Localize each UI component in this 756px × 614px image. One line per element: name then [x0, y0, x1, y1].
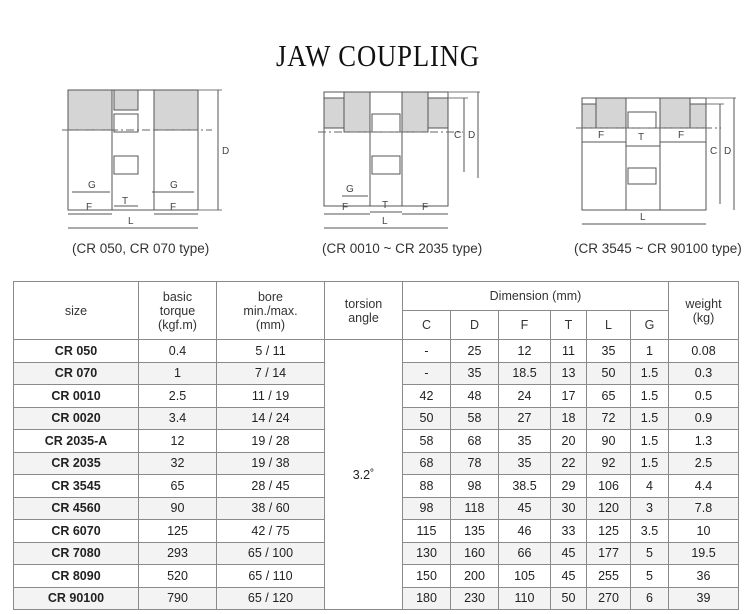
- header-bore: bore min./max. (mm): [217, 282, 325, 340]
- cell-g: 3: [631, 497, 669, 520]
- cell-weight: 19.5: [669, 542, 739, 565]
- dim-label-f: F: [422, 202, 429, 213]
- page-title: JAW COUPLING: [276, 38, 480, 73]
- cell-g: 5: [631, 565, 669, 588]
- dim-label-t: T: [382, 200, 389, 211]
- cell-torque: 0.4: [139, 340, 217, 363]
- cell-torque: 12: [139, 430, 217, 453]
- cell-size: CR 4560: [14, 497, 139, 520]
- cell-size: CR 070: [14, 362, 139, 385]
- cell-d: 135: [451, 520, 499, 543]
- spec-table: [13, 281, 739, 610]
- cell-c: -: [403, 362, 451, 385]
- cell-torque: 3.4: [139, 407, 217, 430]
- cell-f: 35: [499, 430, 551, 453]
- cell-t: 30: [551, 497, 587, 520]
- cell-weight: 1.3: [669, 430, 739, 453]
- cell-c: 115: [403, 520, 451, 543]
- cell-c: 150: [403, 565, 451, 588]
- cell-torque: 90: [139, 497, 217, 520]
- cell-f: 18.5: [499, 362, 551, 385]
- cell-f: 35: [499, 452, 551, 475]
- cell-torque: 790: [139, 587, 217, 610]
- cell-f: 24: [499, 385, 551, 408]
- cell-g: 6: [631, 587, 669, 610]
- dim-label-d: D: [468, 130, 476, 141]
- cell-bore: 19 / 28: [217, 430, 325, 453]
- cell-bore: 14 / 24: [217, 407, 325, 430]
- dim-label-t: T: [638, 132, 645, 143]
- header-torsion-angle: torsion angle: [325, 282, 403, 340]
- cell-d: 160: [451, 542, 499, 565]
- cell-size: CR 0010: [14, 385, 139, 408]
- cell-c: 68: [403, 452, 451, 475]
- cell-g: 1.5: [631, 385, 669, 408]
- cell-weight: 0.3: [669, 362, 739, 385]
- cell-size: CR 2035: [14, 452, 139, 475]
- cell-bore: 28 / 45: [217, 475, 325, 498]
- cell-f: 27: [499, 407, 551, 430]
- cell-d: 230: [451, 587, 499, 610]
- cell-g: 1: [631, 340, 669, 363]
- cell-f: 105: [499, 565, 551, 588]
- cell-c: 180: [403, 587, 451, 610]
- header-dimension: Dimension (mm): [403, 282, 669, 311]
- cell-l: 106: [587, 475, 631, 498]
- header-dim-g: G: [631, 311, 669, 340]
- cell-l: 65: [587, 385, 631, 408]
- cell-torque: 32: [139, 452, 217, 475]
- cell-l: 125: [587, 520, 631, 543]
- cell-weight: 4.4: [669, 475, 739, 498]
- coupling-diagram-small: [62, 84, 232, 234]
- cell-g: 3.5: [631, 520, 669, 543]
- cell-d: 118: [451, 497, 499, 520]
- cell-l: 255: [587, 565, 631, 588]
- cell-size: CR 3545: [14, 475, 139, 498]
- cell-weight: 2.5: [669, 452, 739, 475]
- header-dim-l: L: [587, 311, 631, 340]
- cell-bore: 38 / 60: [217, 497, 325, 520]
- cell-size: CR 050: [14, 340, 139, 363]
- cell-size: CR 90100: [14, 587, 139, 610]
- cell-d: 48: [451, 385, 499, 408]
- table-row: [14, 340, 739, 363]
- cell-f: 12: [499, 340, 551, 363]
- cell-d: 68: [451, 430, 499, 453]
- cell-g: 4: [631, 475, 669, 498]
- cell-t: 13: [551, 362, 587, 385]
- cell-weight: 39: [669, 587, 739, 610]
- cell-l: 50: [587, 362, 631, 385]
- cell-weight: 36: [669, 565, 739, 588]
- cell-torque: 65: [139, 475, 217, 498]
- cell-bore: 65 / 110: [217, 565, 325, 588]
- cell-t: 11: [551, 340, 587, 363]
- cell-c: -: [403, 340, 451, 363]
- dim-label-d: D: [222, 146, 230, 157]
- cell-torque: 520: [139, 565, 217, 588]
- cell-weight: 0.5: [669, 385, 739, 408]
- cell-c: 58: [403, 430, 451, 453]
- header-dim-d: D: [451, 311, 499, 340]
- dim-label-t: T: [122, 196, 129, 207]
- cell-t: 33: [551, 520, 587, 543]
- cell-bore: 19 / 38: [217, 452, 325, 475]
- cell-torsion-angle: 3.2˚: [325, 340, 403, 610]
- cell-l: 120: [587, 497, 631, 520]
- cell-d: 200: [451, 565, 499, 588]
- dim-label-l: L: [640, 212, 646, 223]
- diagram-caption: (CR 050, CR 070 type): [72, 241, 210, 256]
- dim-label-c: C: [454, 130, 462, 141]
- header-dim-c: C: [403, 311, 451, 340]
- cell-t: 22: [551, 452, 587, 475]
- cell-bore: 5 / 11: [217, 340, 325, 363]
- cell-size: CR 0020: [14, 407, 139, 430]
- cell-g: 1.5: [631, 430, 669, 453]
- header-weight: weight (kg): [669, 282, 739, 340]
- cell-t: 17: [551, 385, 587, 408]
- cell-d: 58: [451, 407, 499, 430]
- cell-l: 177: [587, 542, 631, 565]
- diagram-caption: (CR 3545 ~ CR 90100 type): [574, 241, 742, 256]
- cell-c: 88: [403, 475, 451, 498]
- dim-label-f: F: [86, 202, 93, 213]
- dim-label-g: G: [88, 180, 96, 191]
- cell-weight: 7.8: [669, 497, 739, 520]
- dim-label-c: C: [710, 146, 718, 157]
- cell-bore: 7 / 14: [217, 362, 325, 385]
- cell-weight: 10: [669, 520, 739, 543]
- cell-g: 5: [631, 542, 669, 565]
- cell-f: 38.5: [499, 475, 551, 498]
- cell-size: CR 8090: [14, 565, 139, 588]
- dim-label-l: L: [382, 216, 388, 227]
- cell-d: 25: [451, 340, 499, 363]
- cell-d: 98: [451, 475, 499, 498]
- cell-t: 20: [551, 430, 587, 453]
- dim-label-f: F: [678, 130, 685, 141]
- dim-label-f: F: [598, 130, 605, 141]
- header-size: size: [14, 282, 139, 340]
- cell-l: 72: [587, 407, 631, 430]
- cell-l: 35: [587, 340, 631, 363]
- cell-t: 50: [551, 587, 587, 610]
- dim-label-g: G: [346, 184, 354, 195]
- cell-torque: 293: [139, 542, 217, 565]
- header-torque: basic torque (kgf.m): [139, 282, 217, 340]
- cell-bore: 65 / 100: [217, 542, 325, 565]
- cell-g: 1.5: [631, 407, 669, 430]
- diagram-caption: (CR 0010 ~ CR 2035 type): [322, 241, 483, 256]
- cell-bore: 65 / 120: [217, 587, 325, 610]
- dim-label-f: F: [170, 202, 177, 213]
- cell-t: 45: [551, 565, 587, 588]
- cell-g: 1.5: [631, 362, 669, 385]
- coupling-diagram-large: [576, 84, 748, 234]
- dim-label-f: F: [342, 202, 349, 213]
- cell-l: 90: [587, 430, 631, 453]
- cell-weight: 0.9: [669, 407, 739, 430]
- cell-d: 35: [451, 362, 499, 385]
- cell-size: CR 7080: [14, 542, 139, 565]
- cell-g: 1.5: [631, 452, 669, 475]
- cell-t: 29: [551, 475, 587, 498]
- cell-d: 78: [451, 452, 499, 475]
- header-dim-f: F: [499, 311, 551, 340]
- cell-torque: 1: [139, 362, 217, 385]
- cell-torque: 2.5: [139, 385, 217, 408]
- cell-c: 98: [403, 497, 451, 520]
- header-dim-t: T: [551, 311, 587, 340]
- cell-f: 46: [499, 520, 551, 543]
- cell-size: CR 6070: [14, 520, 139, 543]
- cell-weight: 0.08: [669, 340, 739, 363]
- cell-f: 66: [499, 542, 551, 565]
- cell-f: 45: [499, 497, 551, 520]
- cell-c: 50: [403, 407, 451, 430]
- cell-size: CR 2035-A: [14, 430, 139, 453]
- cell-t: 45: [551, 542, 587, 565]
- cell-c: 42: [403, 385, 451, 408]
- cell-l: 92: [587, 452, 631, 475]
- cell-l: 270: [587, 587, 631, 610]
- dim-label-g: G: [170, 180, 178, 191]
- dim-label-l: L: [128, 216, 134, 227]
- cell-bore: 42 / 75: [217, 520, 325, 543]
- cell-c: 130: [403, 542, 451, 565]
- coupling-diagram-medium: [318, 84, 488, 234]
- cell-torque: 125: [139, 520, 217, 543]
- cell-bore: 11 / 19: [217, 385, 325, 408]
- dim-label-d: D: [724, 146, 732, 157]
- cell-f: 110: [499, 587, 551, 610]
- cell-t: 18: [551, 407, 587, 430]
